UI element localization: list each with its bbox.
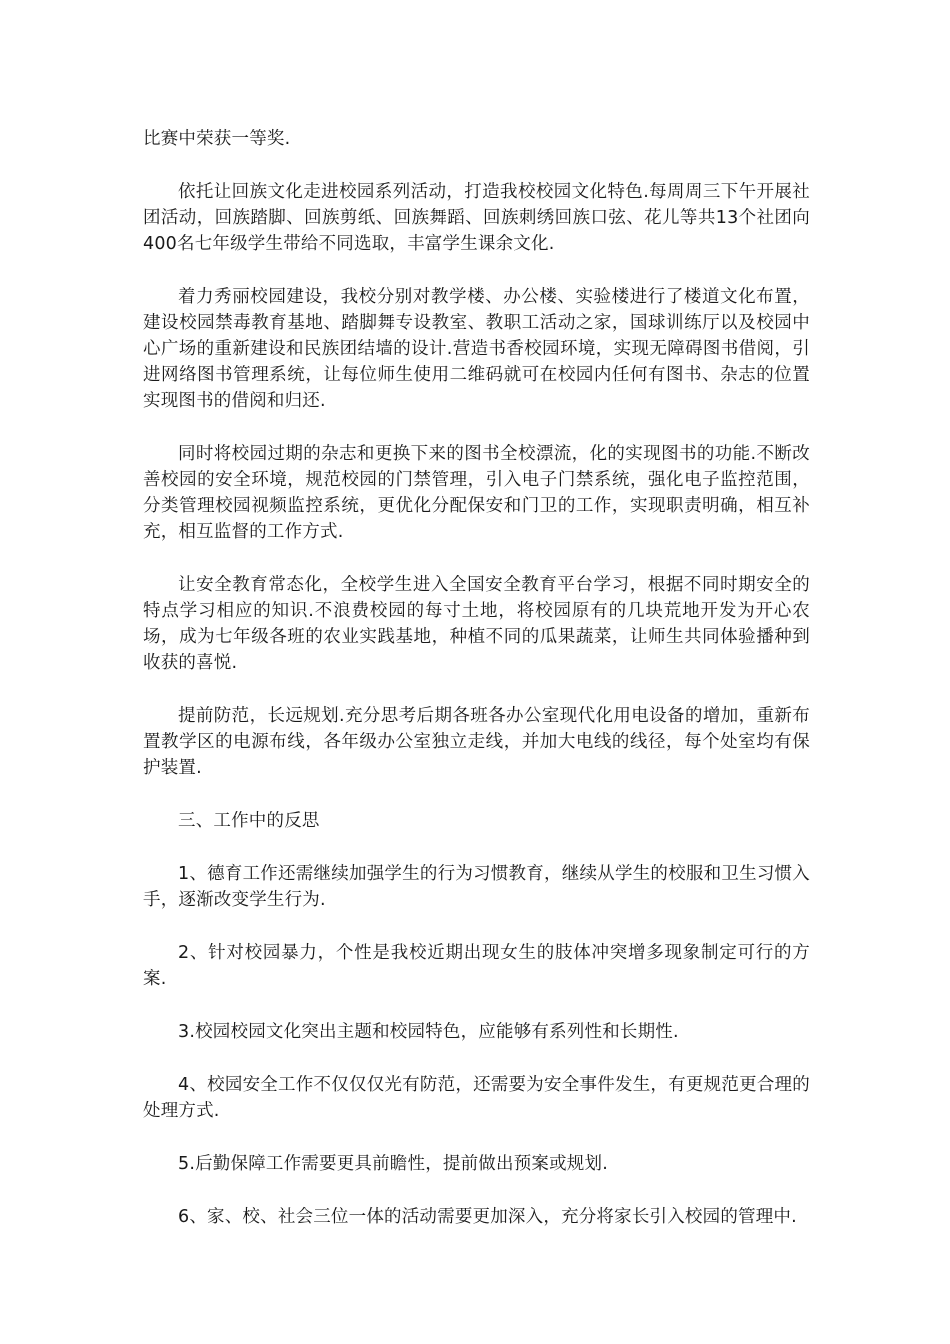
paragraph-planning: 提前防范，长远规划.充分思考后期各班各办公室现代化用电设备的增加，重新布置教学区的电源布线，各年级办公室独立走线，并加大电线的线径，每个处室均有保护装置.: [143, 706, 810, 778]
reflection-item-4: 4、校园安全工作不仅仅仅光有防范，还需要为安全事件发生，有更规范更合理的处理方式.: [143, 1075, 810, 1121]
paragraph-hui-culture: 依托让回族文化走进校园系列活动，打造我校校园文化特色.每周周三下午开展社团活动，回族踏脚、回族剪纸、回族舞蹈、回族刺绣回族口弦、花儿等共13个社团向400名七年级学生带给不同选取，丰富学生课余文化.: [143, 182, 810, 254]
reflection-item-6: 6、家、校、社会三位一体的活动需要更加深入，充分将家长引入校园的管理中.: [178, 1207, 797, 1227]
section-heading-reflection: 三、工作中的反思: [178, 811, 320, 831]
paragraph-campus-construction: 着力秀丽校园建设，我校分别对教学楼、办公楼、实验楼进行了楼道文化布置，建设校园禁毒教育基地、踏脚舞专设教室、教职工活动之家，国球训练厅以及校园中心广场的重新建设和民族团结墙的设计.营造书香校园环境，实现无障碍图书借阅，引进网络图书管理系统，让每位师生使用二维码就可在校园内任何有图书、杂志的位置实现图书的借阅和归还.: [143, 287, 810, 411]
reflection-item-3: 3.校园校园文化突出主题和校园特色，应能够有系列性和长期性.: [178, 1022, 679, 1042]
reflection-item-1: 1、德育工作还需继续加强学生的行为习惯教育，继续从学生的校服和卫生习惯入手，逐渐改变学生行为.: [143, 864, 810, 910]
document-body: [143, 126, 810, 1257]
paragraph-continuation: 比赛中荣获一等奖.: [143, 129, 291, 149]
reflection-item-2: 2、针对校园暴力，个性是我校近期出现女生的肢体冲突增多现象制定可行的方案.: [143, 943, 810, 989]
paragraph-security-environment: 同时将校园过期的杂志和更换下来的图书全校漂流，化的实现图书的功能.不断改善校园的安全环境，规范校园的门禁管理，引入电子门禁系统，强化电子监控范围，分类管理校园视频监控系统，更优化分配保安和门卫的工作，实现职责明确，相互补充，相互监督的工作方式.: [143, 444, 810, 542]
paragraph-safety-education: 让安全教育常态化，全校学生进入全国安全教育平台学习，根据不同时期安全的特点学习相应的知识.不浪费校园的每寸土地，将校园原有的几块荒地开发为开心农场，成为七年级各班的农业实践基地，种植不同的瓜果蔬菜，让师生共同体验播种到收获的喜悦.: [143, 575, 810, 673]
reflection-item-5: 5.后勤保障工作需要更具前瞻性，提前做出预案或规划.: [178, 1154, 608, 1174]
